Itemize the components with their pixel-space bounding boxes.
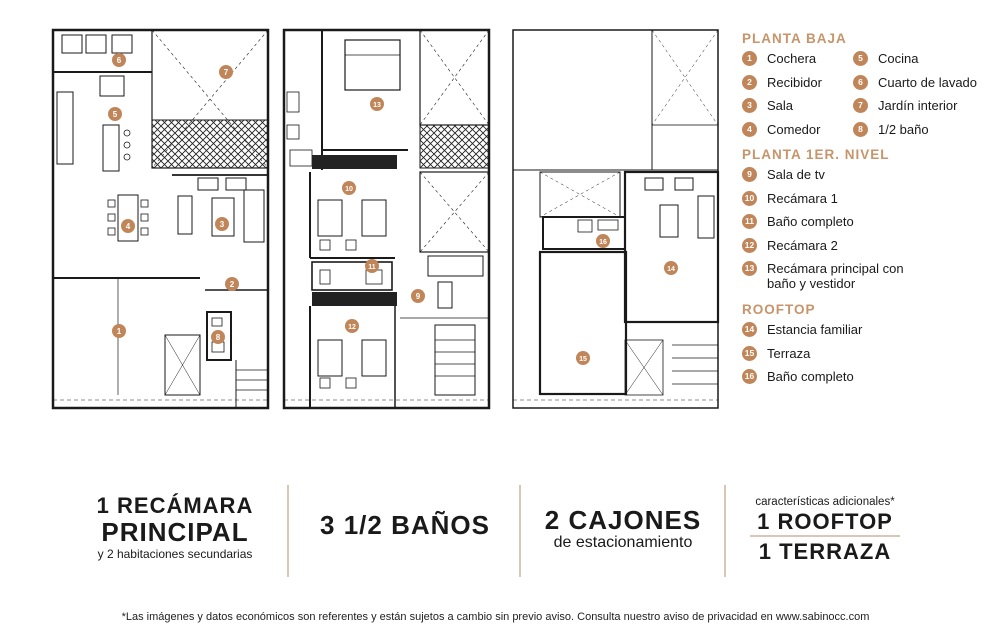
legend-number: 2 <box>742 75 757 90</box>
legend-item-bano-completo <box>742 211 854 237</box>
legend-label: Cuarto de lavado <box>878 74 978 90</box>
stat-extras-line2: 1 TERRAZA <box>758 539 892 564</box>
legend-title-rooftop: ROOFTOP <box>742 302 816 317</box>
room-marker-1 <box>112 324 126 338</box>
legend-item-medio-bano <box>853 119 929 145</box>
svg-text:6: 6 <box>116 56 122 65</box>
legend-item-estancia <box>742 319 862 345</box>
svg-text:2: 2 <box>229 280 235 289</box>
svg-text:5: 5 <box>112 110 118 119</box>
svg-text:16: 16 <box>599 239 607 246</box>
divider <box>724 485 726 577</box>
legend-item-jardin <box>853 95 957 121</box>
legend-label: Cochera <box>767 51 817 66</box>
room-marker-2 <box>225 277 239 291</box>
room-marker-9 <box>411 289 425 303</box>
legend-number: 16 <box>742 369 757 384</box>
room-marker-13 <box>370 97 384 111</box>
room-marker-10 <box>342 181 356 195</box>
stat-extras <box>735 495 915 564</box>
room-marker-12 <box>345 319 359 333</box>
divider <box>287 485 289 577</box>
legend-number: 5 <box>853 51 868 66</box>
legend-label: Sala <box>767 98 794 113</box>
legend-label: Cocina <box>878 51 919 66</box>
stat-parking <box>528 506 718 552</box>
legend-title-ground: PLANTA BAJA <box>742 31 847 46</box>
legend-item-recibidor <box>742 72 822 98</box>
legend-item-sala-tv <box>742 164 825 190</box>
legend-label: Comedor <box>767 121 821 137</box>
legend-item-recamara-principal <box>742 258 927 297</box>
legend-number: 12 <box>742 238 757 253</box>
legend-label: 1/2 baño <box>878 121 929 137</box>
legend-item-terraza <box>742 343 810 369</box>
svg-text:1: 1 <box>116 327 122 336</box>
svg-text:14: 14 <box>667 266 675 273</box>
stat-baths <box>300 510 510 540</box>
disclaimer: *Las imágenes y datos económicos son referentes y están sujetos a cambio sin previo aviso. Consulta nuestro aviso de privacidad en www.sabinocc.com <box>121 611 870 623</box>
svg-text:10: 10 <box>345 186 353 193</box>
stat-bedrooms-line1: 1 RECÁMARA <box>96 493 254 518</box>
svg-text:4: 4 <box>125 222 131 231</box>
divider <box>519 485 521 577</box>
svg-text:12: 12 <box>348 324 356 331</box>
legend-title-first-level: PLANTA 1ER. NIVEL <box>742 147 890 162</box>
legend-label: Terraza <box>767 345 811 361</box>
legend-item-cocina <box>853 48 918 74</box>
legend-number: 10 <box>742 191 757 206</box>
svg-text:11: 11 <box>368 264 376 271</box>
room-marker-14 <box>664 261 678 275</box>
room-marker-15 <box>576 351 590 365</box>
legend-label: Recámara 2 <box>767 237 838 253</box>
legend-number: 4 <box>742 122 757 137</box>
legend-number: 6 <box>853 75 868 90</box>
legend-label: Sala de tv <box>767 167 825 182</box>
stat-extras-label: características adicionales* <box>755 496 895 508</box>
room-marker-11 <box>365 259 379 273</box>
legend-label: Recámara 1 <box>767 190 838 206</box>
room-markers <box>108 53 678 365</box>
stat-bedrooms-line3: y 2 habitaciones secundarias <box>97 547 253 561</box>
legend-number: 15 <box>742 346 757 361</box>
floor-plan-ground <box>53 30 268 408</box>
legend-label: Baño completo <box>767 369 854 384</box>
legend-label: Baño completo <box>767 214 854 229</box>
room-marker-7 <box>219 65 233 79</box>
legend-item-recamara-1 <box>742 188 838 214</box>
legend-item-recamara-2 <box>742 235 838 261</box>
floor-plan-first-level <box>284 30 489 408</box>
legend-label: Estancia familiar <box>767 322 863 337</box>
svg-text:7: 7 <box>223 68 229 77</box>
room-marker-6 <box>112 53 126 67</box>
legend-number: 8 <box>853 122 868 137</box>
room-marker-3 <box>215 217 229 231</box>
stat-bedrooms-line2: PRINCIPAL <box>101 517 249 547</box>
stat-extras-line1: 1 ROOFTOP <box>757 509 893 534</box>
legend-label: Recibidor <box>767 74 822 90</box>
legend-item-cochera <box>742 48 816 74</box>
legend-number: 1 <box>742 51 757 66</box>
room-marker-4 <box>121 219 135 233</box>
svg-text:13: 13 <box>373 102 381 109</box>
stat-parking-line2: de estacionamiento <box>553 534 693 551</box>
legend-number: 3 <box>742 98 757 113</box>
legend-label: Recámara principal con baño y vestidor <box>767 261 904 291</box>
legend-item-cuarto-lavado <box>853 72 977 98</box>
legend-number: 11 <box>742 214 757 229</box>
divider <box>750 535 900 537</box>
stat-baths-line1: 3 1/2 BAÑOS <box>320 510 490 540</box>
svg-text:8: 8 <box>215 333 221 342</box>
room-marker-16 <box>596 234 610 248</box>
legend-number: 7 <box>853 98 868 113</box>
legend <box>742 30 991 390</box>
legend-number: 14 <box>742 322 757 337</box>
legend-item-bano-rooftop <box>742 366 854 392</box>
legend-label: Jardín interior <box>878 98 958 113</box>
stat-parking-line1: 2 CAJONES <box>544 505 702 535</box>
stat-bedrooms <box>75 494 275 562</box>
legend-number: 13 <box>742 261 757 276</box>
svg-text:9: 9 <box>415 292 421 301</box>
legend-item-sala <box>742 95 793 121</box>
room-marker-8 <box>211 330 225 344</box>
floor-plan-rooftop <box>513 30 718 408</box>
room-marker-5 <box>108 107 122 121</box>
svg-text:3: 3 <box>219 220 225 229</box>
legend-number: 9 <box>742 167 757 182</box>
legend-item-comedor <box>742 119 820 145</box>
svg-text:15: 15 <box>579 356 587 363</box>
